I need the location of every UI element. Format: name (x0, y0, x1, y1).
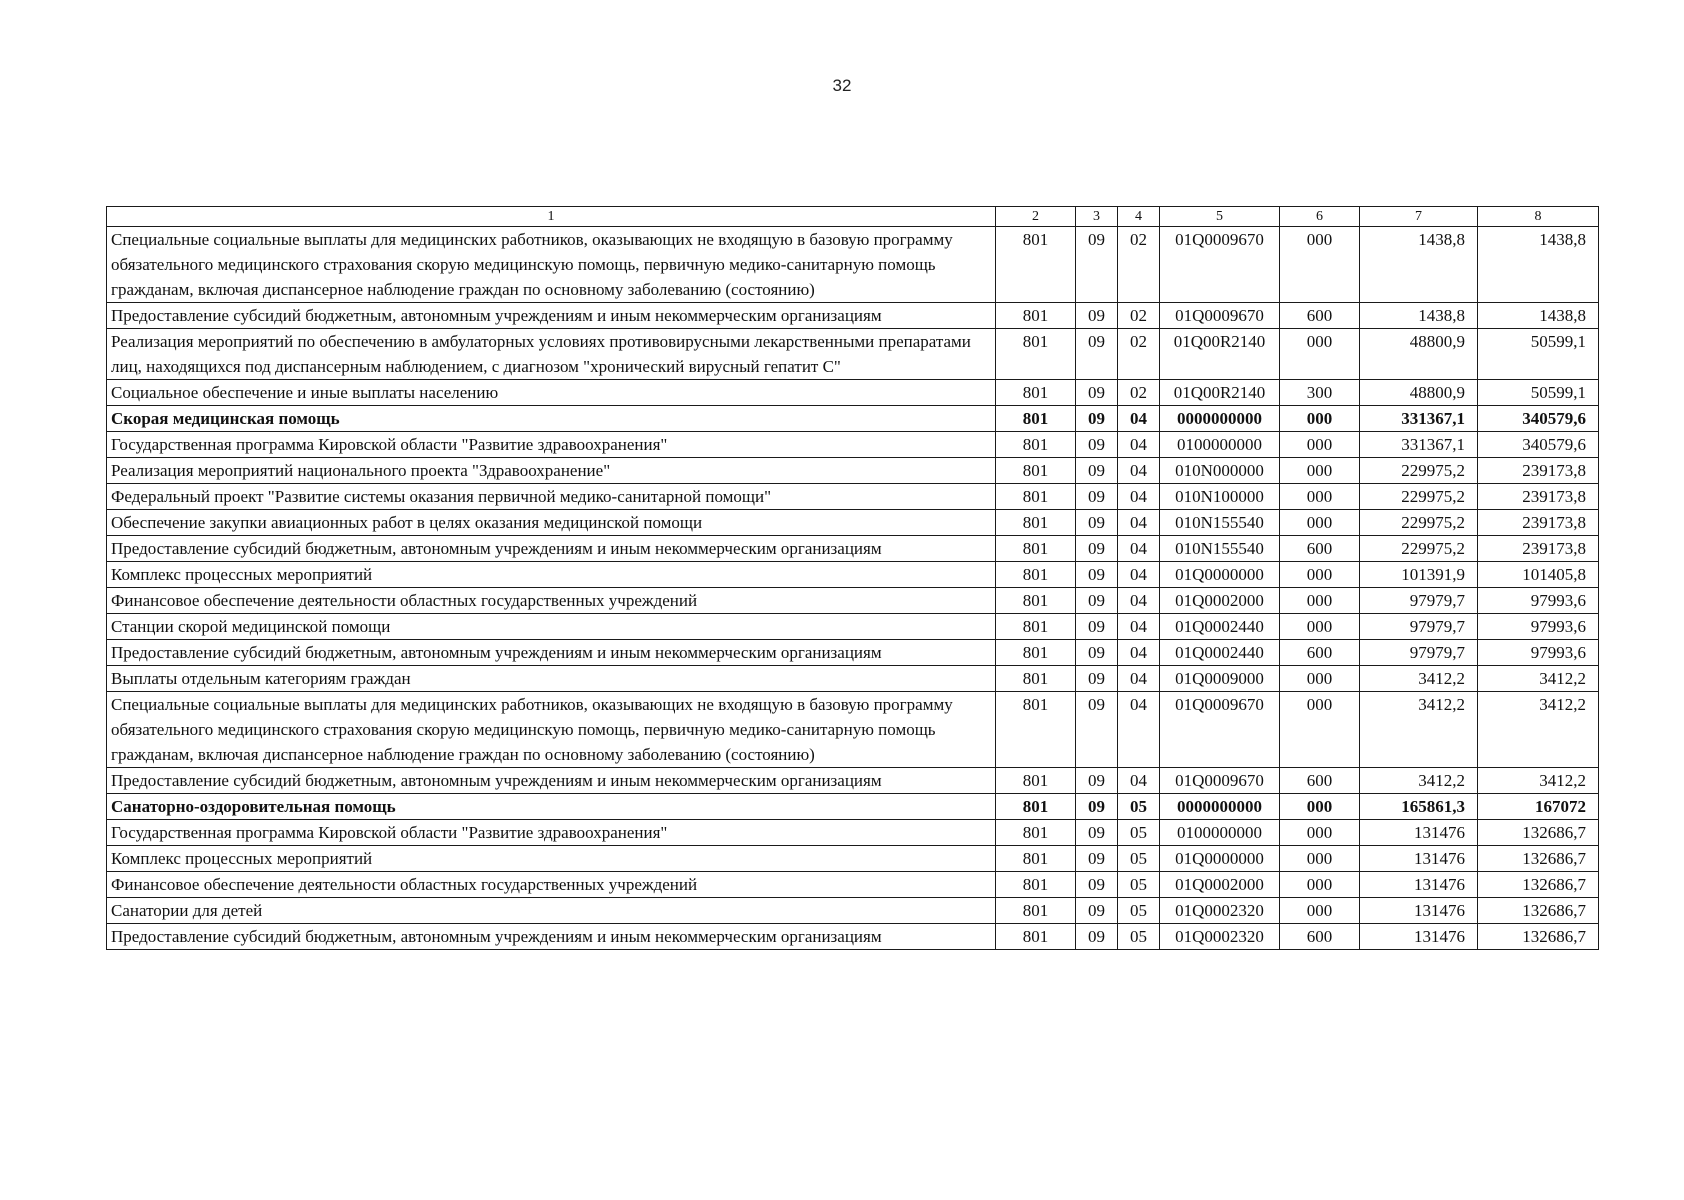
section-code-cell: 09 (1076, 588, 1118, 614)
amount-year1-cell: 48800,9 (1360, 380, 1478, 406)
expense-type-code-cell: 000 (1280, 458, 1360, 484)
expense-type-code-cell: 000 (1280, 329, 1360, 380)
table-row (107, 484, 1599, 510)
section-code-cell: 09 (1076, 924, 1118, 950)
row-name-cell: Санатории для детей (107, 898, 996, 924)
expense-type-code-cell: 600 (1280, 536, 1360, 562)
row-name-cell: Комплекс процессных мероприятий (107, 562, 996, 588)
amount-year2-cell: 167072 (1478, 794, 1599, 820)
row-name-cell: Специальные социальные выплаты для медицинских работников, оказывающих не входящую в базовую программу обязательного медицинского страхования скорую медицинскую помощь, первичную медико-санитарную помощь гражданам, включая диспансерное наблюдение граждан по основному заболеванию (состоянию) (107, 692, 996, 768)
expense-type-code-cell: 000 (1280, 432, 1360, 458)
amount-year2-cell: 97993,6 (1478, 588, 1599, 614)
amount-year2-cell: 239173,8 (1478, 484, 1599, 510)
department-code-cell: 801 (996, 846, 1076, 872)
section-code-cell: 09 (1076, 640, 1118, 666)
table-row (107, 898, 1599, 924)
row-name-cell: Комплекс процессных мероприятий (107, 846, 996, 872)
amount-year2-cell: 239173,8 (1478, 510, 1599, 536)
table-row (107, 458, 1599, 484)
row-name-cell: Финансовое обеспечение деятельности областных государственных учреждений (107, 872, 996, 898)
section-code-cell: 09 (1076, 846, 1118, 872)
expense-type-code-cell: 000 (1280, 588, 1360, 614)
subsection-code-cell: 04 (1118, 432, 1160, 458)
row-name-cell: Предоставление субсидий бюджетным, автономным учреждениям и иным некоммерческим организациям (107, 924, 996, 950)
section-code-cell: 09 (1076, 329, 1118, 380)
subsection-code-cell: 04 (1118, 768, 1160, 794)
subsection-code-cell: 05 (1118, 846, 1160, 872)
table-row (107, 820, 1599, 846)
section-code-cell: 09 (1076, 898, 1118, 924)
expense-type-code-cell: 000 (1280, 820, 1360, 846)
department-code-cell: 801 (996, 227, 1076, 303)
amount-year2-cell: 132686,7 (1478, 924, 1599, 950)
subsection-code-cell: 02 (1118, 380, 1160, 406)
department-code-cell: 801 (996, 872, 1076, 898)
department-code-cell: 801 (996, 329, 1076, 380)
header-cell: 4 (1118, 207, 1160, 227)
department-code-cell: 801 (996, 820, 1076, 846)
amount-year1-cell: 331367,1 (1360, 432, 1478, 458)
section-code-cell: 09 (1076, 562, 1118, 588)
amount-year1-cell: 1438,8 (1360, 303, 1478, 329)
row-name-cell: Федеральный проект "Развитие системы оказания первичной медико-санитарной помощи" (107, 484, 996, 510)
amount-year1-cell: 3412,2 (1360, 768, 1478, 794)
section-code-cell: 09 (1076, 872, 1118, 898)
amount-year1-cell: 131476 (1360, 898, 1478, 924)
header-cell: 3 (1076, 207, 1118, 227)
table-row (107, 846, 1599, 872)
table-row (107, 640, 1599, 666)
table-body (107, 207, 1599, 950)
amount-year1-cell: 229975,2 (1360, 510, 1478, 536)
amount-year1-cell: 3412,2 (1360, 666, 1478, 692)
amount-year1-cell: 229975,2 (1360, 458, 1478, 484)
table-row (107, 536, 1599, 562)
subsection-code-cell: 02 (1118, 227, 1160, 303)
section-code-cell: 09 (1076, 303, 1118, 329)
target-item-code-cell: 01Q0000000 (1160, 562, 1280, 588)
section-code-cell: 09 (1076, 666, 1118, 692)
header-cell: 5 (1160, 207, 1280, 227)
amount-year1-cell: 97979,7 (1360, 640, 1478, 666)
department-code-cell: 801 (996, 432, 1076, 458)
expense-type-code-cell: 000 (1280, 846, 1360, 872)
target-item-code-cell: 01Q0002440 (1160, 640, 1280, 666)
expense-type-code-cell: 300 (1280, 380, 1360, 406)
expense-type-code-cell: 000 (1280, 406, 1360, 432)
expense-type-code-cell: 000 (1280, 692, 1360, 768)
row-name-cell: Специальные социальные выплаты для медицинских работников, оказывающих не входящую в базовую программу обязательного медицинского страхования скорую медицинскую помощь, первичную медико-санитарную помощь гражданам, включая диспансерное наблюдение граждан по основному заболеванию (состоянию) (107, 227, 996, 303)
amount-year1-cell: 131476 (1360, 872, 1478, 898)
amount-year2-cell: 132686,7 (1478, 898, 1599, 924)
section-code-cell: 09 (1076, 432, 1118, 458)
department-code-cell: 801 (996, 924, 1076, 950)
section-code-cell: 09 (1076, 692, 1118, 768)
amount-year2-cell: 340579,6 (1478, 406, 1599, 432)
row-name-cell: Государственная программа Кировской области "Развитие здравоохранения" (107, 432, 996, 458)
target-item-code-cell: 010N000000 (1160, 458, 1280, 484)
header-cell: 2 (996, 207, 1076, 227)
department-code-cell: 801 (996, 303, 1076, 329)
section-code-cell: 09 (1076, 406, 1118, 432)
expense-type-code-cell: 000 (1280, 614, 1360, 640)
target-item-code-cell: 010N100000 (1160, 484, 1280, 510)
table-row (107, 588, 1599, 614)
amount-year1-cell: 131476 (1360, 846, 1478, 872)
department-code-cell: 801 (996, 588, 1076, 614)
amount-year2-cell: 3412,2 (1478, 666, 1599, 692)
target-item-code-cell: 0100000000 (1160, 432, 1280, 458)
target-item-code-cell: 01Q0009000 (1160, 666, 1280, 692)
target-item-code-cell: 01Q0009670 (1160, 303, 1280, 329)
table-row (107, 303, 1599, 329)
department-code-cell: 801 (996, 768, 1076, 794)
subsection-code-cell: 04 (1118, 692, 1160, 768)
department-code-cell: 801 (996, 536, 1076, 562)
amount-year2-cell: 101405,8 (1478, 562, 1599, 588)
expense-type-code-cell: 000 (1280, 666, 1360, 692)
subsection-code-cell: 05 (1118, 820, 1160, 846)
target-item-code-cell: 01Q0002440 (1160, 614, 1280, 640)
expense-type-code-cell: 600 (1280, 640, 1360, 666)
section-code-cell: 09 (1076, 614, 1118, 640)
table-row (107, 562, 1599, 588)
expense-type-code-cell: 000 (1280, 898, 1360, 924)
subsection-code-cell: 04 (1118, 666, 1160, 692)
target-item-code-cell: 01Q0002000 (1160, 588, 1280, 614)
amount-year1-cell: 101391,9 (1360, 562, 1478, 588)
expense-type-code-cell: 600 (1280, 924, 1360, 950)
subsection-code-cell: 05 (1118, 872, 1160, 898)
amount-year1-cell: 131476 (1360, 924, 1478, 950)
department-code-cell: 801 (996, 614, 1076, 640)
section-code-cell: 09 (1076, 794, 1118, 820)
section-code-cell: 09 (1076, 484, 1118, 510)
target-item-code-cell: 01Q0009670 (1160, 768, 1280, 794)
department-code-cell: 801 (996, 666, 1076, 692)
target-item-code-cell: 0000000000 (1160, 406, 1280, 432)
target-item-code-cell: 01Q0009670 (1160, 692, 1280, 768)
target-item-code-cell: 010N155540 (1160, 536, 1280, 562)
target-item-code-cell: 010N155540 (1160, 510, 1280, 536)
table-row (107, 872, 1599, 898)
subsection-code-cell: 04 (1118, 640, 1160, 666)
expense-type-code-cell: 000 (1280, 510, 1360, 536)
row-name-cell: Предоставление субсидий бюджетным, автономным учреждениям и иным некоммерческим организациям (107, 768, 996, 794)
department-code-cell: 801 (996, 380, 1076, 406)
amount-year2-cell: 50599,1 (1478, 380, 1599, 406)
amount-year2-cell: 1438,8 (1478, 303, 1599, 329)
amount-year2-cell: 132686,7 (1478, 846, 1599, 872)
department-code-cell: 801 (996, 640, 1076, 666)
subsection-code-cell: 05 (1118, 898, 1160, 924)
amount-year2-cell: 50599,1 (1478, 329, 1599, 380)
expense-type-code-cell: 000 (1280, 794, 1360, 820)
amount-year2-cell: 3412,2 (1478, 768, 1599, 794)
amount-year1-cell: 229975,2 (1360, 536, 1478, 562)
amount-year2-cell: 132686,7 (1478, 872, 1599, 898)
department-code-cell: 801 (996, 692, 1076, 768)
amount-year2-cell: 239173,8 (1478, 458, 1599, 484)
department-code-cell: 801 (996, 510, 1076, 536)
row-name-cell: Скорая медицинская помощь (107, 406, 996, 432)
table-row (107, 614, 1599, 640)
header-cell: 8 (1478, 207, 1599, 227)
table-row (107, 406, 1599, 432)
table-row (107, 666, 1599, 692)
expense-type-code-cell: 000 (1280, 562, 1360, 588)
target-item-code-cell: 0100000000 (1160, 820, 1280, 846)
subsection-code-cell: 04 (1118, 562, 1160, 588)
amount-year2-cell: 3412,2 (1478, 692, 1599, 768)
row-name-cell: Реализация мероприятий по обеспечению в амбулаторных условиях противовирусными лекарственными препаратами лиц, находящихся под диспансерным наблюдением, с диагнозом "хронический вирусный гепатит С" (107, 329, 996, 380)
subsection-code-cell: 02 (1118, 329, 1160, 380)
row-name-cell: Предоставление субсидий бюджетным, автономным учреждениям и иным некоммерческим организациям (107, 303, 996, 329)
row-name-cell: Предоставление субсидий бюджетным, автономным учреждениям и иным некоммерческим организациям (107, 640, 996, 666)
row-name-cell: Государственная программа Кировской области "Развитие здравоохранения" (107, 820, 996, 846)
subsection-code-cell: 04 (1118, 536, 1160, 562)
target-item-code-cell: 01Q0009670 (1160, 227, 1280, 303)
section-code-cell: 09 (1076, 458, 1118, 484)
row-name-cell: Предоставление субсидий бюджетным, автономным учреждениям и иным некоммерческим организациям (107, 536, 996, 562)
target-item-code-cell: 01Q0000000 (1160, 846, 1280, 872)
department-code-cell: 801 (996, 406, 1076, 432)
page-number: 32 (832, 76, 852, 95)
subsection-code-cell: 05 (1118, 924, 1160, 950)
table-row (107, 924, 1599, 950)
table-row (107, 432, 1599, 458)
target-item-code-cell: 01Q0002320 (1160, 924, 1280, 950)
subsection-code-cell: 04 (1118, 510, 1160, 536)
expense-type-code-cell: 000 (1280, 484, 1360, 510)
row-name-cell: Социальное обеспечение и иные выплаты населению (107, 380, 996, 406)
subsection-code-cell: 04 (1118, 484, 1160, 510)
subsection-code-cell: 04 (1118, 458, 1160, 484)
amount-year2-cell: 97993,6 (1478, 640, 1599, 666)
section-code-cell: 09 (1076, 380, 1118, 406)
amount-year2-cell: 239173,8 (1478, 536, 1599, 562)
amount-year2-cell: 340579,6 (1478, 432, 1599, 458)
amount-year2-cell: 132686,7 (1478, 820, 1599, 846)
budget-table (106, 206, 1599, 950)
target-item-code-cell: 01Q00R2140 (1160, 380, 1280, 406)
row-name-cell: Выплаты отдельным категориям граждан (107, 666, 996, 692)
subsection-code-cell: 04 (1118, 588, 1160, 614)
row-name-cell: Обеспечение закупки авиационных работ в целях оказания медицинской помощи (107, 510, 996, 536)
amount-year1-cell: 97979,7 (1360, 614, 1478, 640)
amount-year2-cell: 97993,6 (1478, 614, 1599, 640)
subsection-code-cell: 04 (1118, 614, 1160, 640)
table-row (107, 510, 1599, 536)
expense-type-code-cell: 000 (1280, 872, 1360, 898)
table-row (107, 380, 1599, 406)
department-code-cell: 801 (996, 484, 1076, 510)
department-code-cell: 801 (996, 458, 1076, 484)
amount-year1-cell: 165861,3 (1360, 794, 1478, 820)
section-code-cell: 09 (1076, 536, 1118, 562)
amount-year1-cell: 1438,8 (1360, 227, 1478, 303)
target-item-code-cell: 01Q0002320 (1160, 898, 1280, 924)
row-name-cell: Реализация мероприятий национального проекта "Здравоохранение" (107, 458, 996, 484)
subsection-code-cell: 02 (1118, 303, 1160, 329)
amount-year1-cell: 131476 (1360, 820, 1478, 846)
table-row (107, 329, 1599, 380)
subsection-code-cell: 04 (1118, 406, 1160, 432)
target-item-code-cell: 0000000000 (1160, 794, 1280, 820)
amount-year2-cell: 1438,8 (1478, 227, 1599, 303)
amount-year1-cell: 3412,2 (1360, 692, 1478, 768)
expense-type-code-cell: 600 (1280, 768, 1360, 794)
table-row (107, 692, 1599, 768)
subsection-code-cell: 05 (1118, 794, 1160, 820)
header-cell: 6 (1280, 207, 1360, 227)
header-cell: 1 (107, 207, 996, 227)
table-row (107, 794, 1599, 820)
section-code-cell: 09 (1076, 227, 1118, 303)
target-item-code-cell: 01Q0002000 (1160, 872, 1280, 898)
amount-year1-cell: 97979,7 (1360, 588, 1478, 614)
section-code-cell: 09 (1076, 820, 1118, 846)
department-code-cell: 801 (996, 562, 1076, 588)
header-row (107, 207, 1599, 227)
department-code-cell: 801 (996, 794, 1076, 820)
section-code-cell: 09 (1076, 510, 1118, 536)
expense-type-code-cell: 000 (1280, 227, 1360, 303)
section-code-cell: 09 (1076, 768, 1118, 794)
table-row (107, 227, 1599, 303)
target-item-code-cell: 01Q00R2140 (1160, 329, 1280, 380)
expense-type-code-cell: 600 (1280, 303, 1360, 329)
amount-year1-cell: 331367,1 (1360, 406, 1478, 432)
department-code-cell: 801 (996, 898, 1076, 924)
amount-year1-cell: 48800,9 (1360, 329, 1478, 380)
row-name-cell: Станции скорой медицинской помощи (107, 614, 996, 640)
header-cell: 7 (1360, 207, 1478, 227)
row-name-cell: Финансовое обеспечение деятельности областных государственных учреждений (107, 588, 996, 614)
amount-year1-cell: 229975,2 (1360, 484, 1478, 510)
row-name-cell: Санаторно-оздоровительная помощь (107, 794, 996, 820)
table-row (107, 768, 1599, 794)
